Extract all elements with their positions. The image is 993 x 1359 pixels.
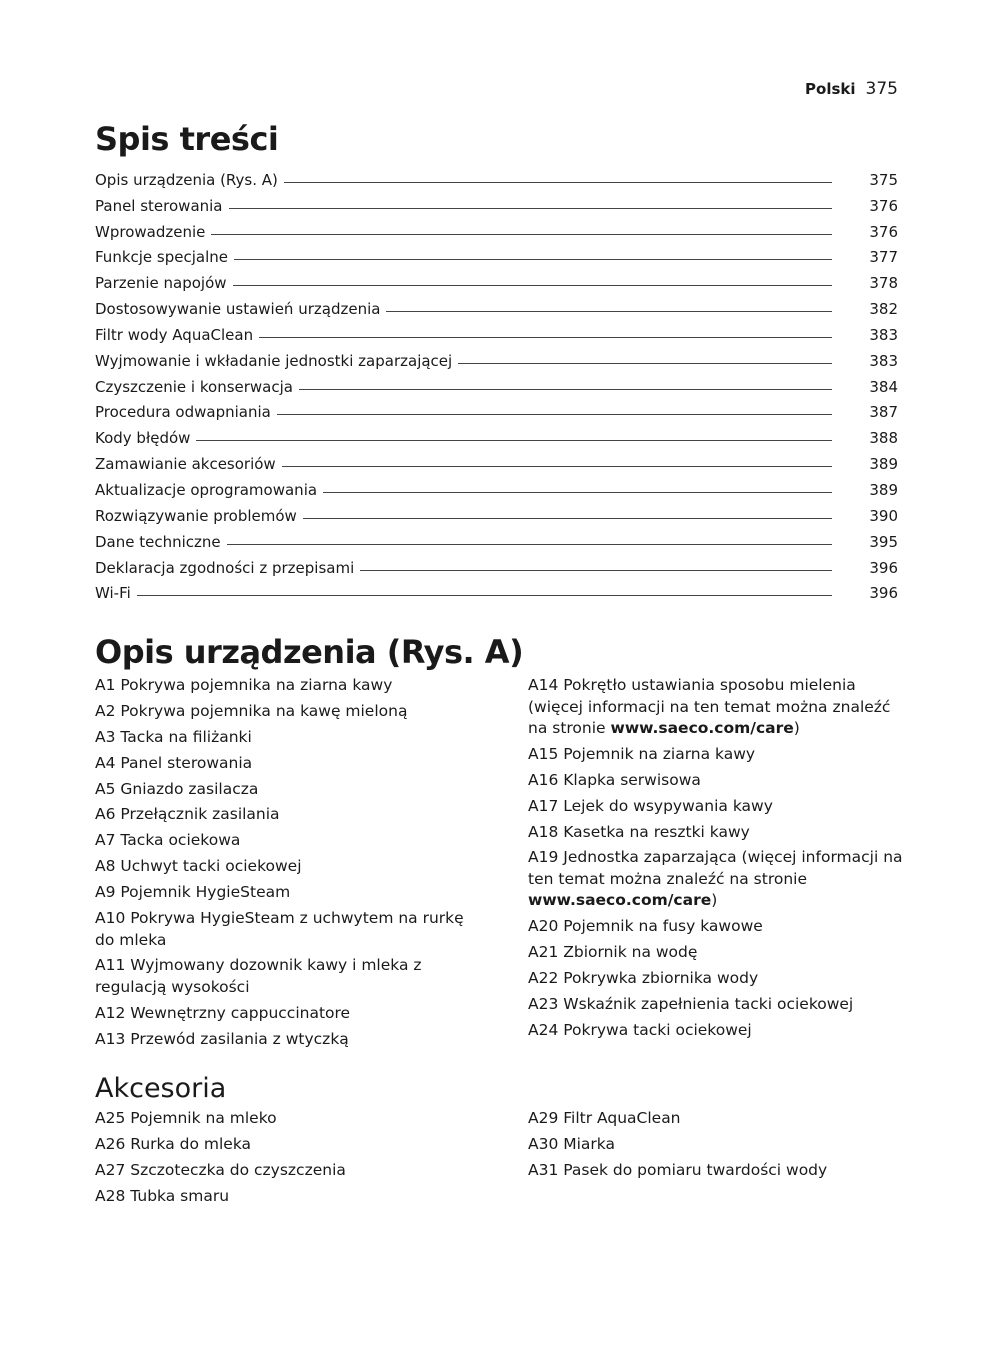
page-number: 375 [865,79,898,99]
toc-entry[interactable] [95,292,898,318]
toc-entry[interactable] [95,421,898,447]
list-item: A2 Pokrywa pojemnika na kawę mieloną [95,701,408,720]
list-item: A9 Pojemnik HygieSteam [95,883,291,902]
toc-entry[interactable] [95,551,898,577]
list-item: A13 Przewód zasilania z wtyczką [95,1029,349,1048]
toc-leader-line [211,234,832,235]
toc-entry-title: Deklaracja zgodności z przepisami [95,558,355,577]
list-item: A29 Filtr AquaClean [528,1109,681,1127]
toc-leader-line [196,440,832,441]
toc-heading: Spis treści [95,120,279,158]
toc-entry-title: Wi-Fi [95,584,131,603]
toc-entry-title: Parzenie napojów [95,274,227,293]
list-item: A7 Tacka ociekowa [95,831,241,850]
list-item: A4 Panel sterowania [95,753,253,772]
list-item: A28 Tubka smaru [95,1186,230,1205]
list-item: A11 Wyjmowany dozownik kawy i mleka z regulacją wysokości [95,956,422,996]
toc-entry[interactable] [95,577,898,603]
toc-leader-line [234,259,832,260]
description-left-column [95,675,480,1055]
list-item: A8 Uchwyt tacki ociekowej [95,857,302,876]
language-label: Polski [805,80,856,98]
list-item: A27 Szczoteczka do czyszczenia [95,1160,346,1179]
toc-entry-title: Procedura odwapniania [95,403,271,422]
accessories-right-column [528,1108,903,1186]
list-item: A10 Pokrywa HygieSteam z uchwytem na rurkę do mleka [95,909,464,949]
toc-entry[interactable] [95,473,898,499]
toc-entry[interactable] [95,447,898,473]
toc-entry[interactable] [95,189,898,215]
list-item: A3 Tacka na filiżanki [95,727,252,746]
toc-entry-title: Dane techniczne [95,532,221,551]
page-header [95,79,898,99]
list-item: A18 Kasetka na resztki kawy [528,822,750,841]
list-item: A22 Pokrywka zbiornika wody [528,969,759,988]
list-item: A5 Gniazdo zasilacza [95,779,259,798]
toc-entry[interactable] [95,318,898,344]
toc-entry-page: 389 [869,455,898,474]
toc-leader-line [386,311,832,312]
description-right-column [528,675,903,1046]
toc-entry-page: 377 [869,248,898,267]
toc-entry-page: 382 [869,300,898,319]
saeco-care-link[interactable]: www.saeco.com/care [610,719,794,737]
list-item: A31 Pasek do pomiaru twardości wody [528,1160,828,1179]
accessories-left-column [95,1108,480,1212]
toc-entry[interactable] [95,370,898,396]
toc-leader-line [284,182,832,183]
toc-entry-title: Wyjmowanie i wkładanie jednostki zaparzającej [95,351,453,370]
table-of-contents [95,163,898,602]
toc-leader-line [259,337,832,338]
toc-entry[interactable] [95,163,898,189]
toc-entry-title: Czyszczenie i konserwacja [95,377,293,396]
list-item: A23 Wskaźnik zapełnienia tacki ociekowej [528,995,854,1014]
toc-leader-line [137,595,832,596]
toc-entry-page: 395 [869,532,898,551]
toc-entry[interactable] [95,396,898,422]
toc-entry-title: Filtr wody AquaClean [95,325,254,344]
toc-entry-page: 388 [869,429,898,448]
list-item: A20 Pojemnik na fusy kawowe [528,917,763,936]
toc-entry-page: 396 [869,558,898,577]
toc-entry-title: Panel sterowania [95,196,223,215]
toc-entry-page: 378 [869,274,898,293]
toc-leader-line [458,363,832,364]
list-item: A30 Miarka [528,1134,616,1153]
toc-entry-title: Dostosowywanie ustawień urządzenia [95,300,381,319]
toc-entry-page: 390 [869,506,898,525]
list-item: A16 Klapka serwisowa [528,770,701,789]
list-item-a19: A19 Jednostka zaparzająca (więcej informacji na ten temat można znaleźć na stronie www.saeco.com/care) [528,848,903,910]
list-item: A24 Pokrywa tacki ociekowej [528,1020,752,1039]
toc-entry[interactable] [95,344,898,370]
toc-entry-title: Aktualizacje oprogramowania [95,480,318,499]
toc-entry-title: Opis urządzenia (Rys. A) [95,170,278,189]
toc-entry-title: Funkcje specjalne [95,248,228,267]
toc-entry[interactable] [95,525,898,551]
toc-leader-line [303,518,832,519]
list-item: A1 Pokrywa pojemnika na ziarna kawy [95,676,393,694]
toc-entry[interactable] [95,215,898,241]
description-heading: Opis urządzenia (Rys. A) [95,633,524,671]
toc-entry-page: 383 [869,351,898,370]
toc-entry-page: 375 [869,170,898,189]
toc-entry[interactable] [95,266,898,292]
toc-entry-page: 376 [869,196,898,215]
toc-leader-line [360,570,832,571]
toc-entry-page: 389 [869,480,898,499]
list-item: A25 Pojemnik na mleko [95,1109,277,1127]
accessories-heading: Akcesoria [95,1073,227,1104]
toc-leader-line [229,208,833,209]
toc-entry-page: 383 [869,325,898,344]
toc-entry-title: Zamawianie akcesoriów [95,455,276,474]
toc-entry-page: 387 [869,403,898,422]
toc-leader-line [299,389,832,390]
toc-entry-title: Rozwiązywanie problemów [95,506,297,525]
toc-entry-page: 376 [869,222,898,241]
toc-entry[interactable] [95,241,898,267]
list-item: A21 Zbiornik na wodę [528,943,698,962]
toc-leader-line [282,466,832,467]
toc-entry-title: Kody błędów [95,429,191,448]
list-item: A12 Wewnętrzny cappuccinatore [95,1003,351,1022]
list-item: A15 Pojemnik na ziarna kawy [528,744,756,763]
toc-entry-page: 384 [869,377,898,396]
list-item-a14: A14 Pokrętło ustawiania sposobu mielenia (więcej informacji na ten temat można znaleźć na stronie www.saeco.com/care) [528,676,891,737]
list-item: A17 Lejek do wsypywania kawy [528,796,773,815]
list-item: A26 Rurka do mleka [95,1134,252,1153]
toc-leader-line [227,544,832,545]
toc-leader-line [277,414,832,415]
toc-entry-title: Wprowadzenie [95,222,206,241]
toc-leader-line [323,492,832,493]
toc-entry-page: 396 [869,584,898,603]
list-item: A6 Przełącznik zasilania [95,805,280,824]
saeco-care-link[interactable]: www.saeco.com/care [528,891,712,910]
toc-entry[interactable] [95,499,898,525]
toc-leader-line [233,285,832,286]
